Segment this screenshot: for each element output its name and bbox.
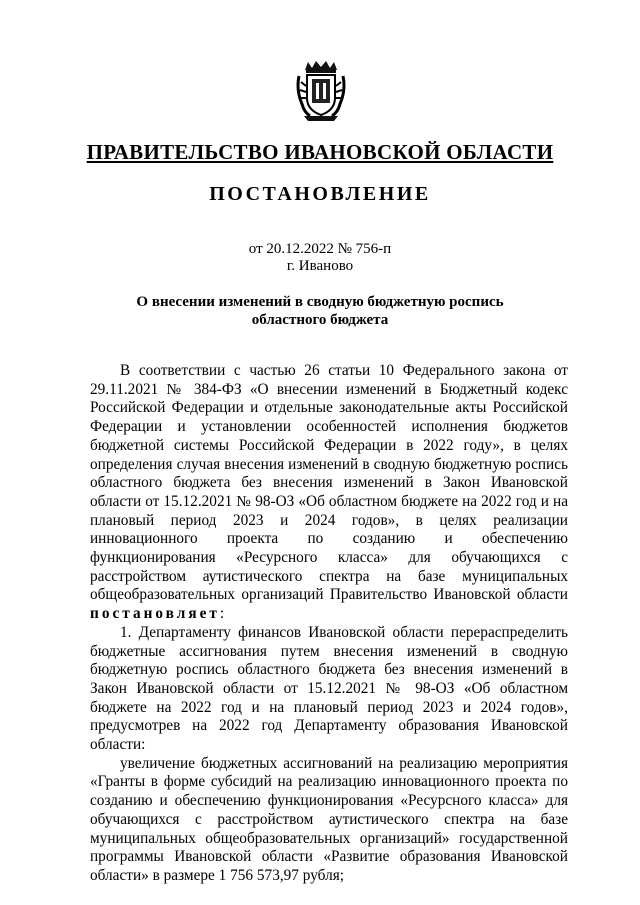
resolves-colon: : bbox=[219, 605, 225, 623]
document-city: г. Иваново bbox=[286, 258, 354, 274]
document-subject: О внесении изменений в сводную бюджетную роспись областного бюджета bbox=[136, 294, 504, 328]
document-type: ПОСТАНОВЛЕНИЕ bbox=[209, 183, 431, 205]
document-date-number: от 20.12.2022 № 756-п bbox=[248, 241, 392, 257]
item-1-detail-paragraph: увеличение бюджетных ассигнований на реализацию мероприятия «Гранты в форме субсидий на реализацию инновационного проекта по созданию и обеспечению функционирования «Ресурсного класса» для обучающихся с расстройством аутистического спектра на базе муниципальных общеобразовательных организаций» государственной программы Ивановской области «Развитие образования Ивановской области» в размере 1 756 573,97 рубля; bbox=[90, 754, 568, 884]
coat-of-arms-icon bbox=[296, 60, 346, 122]
preamble-text: В соответствии с частью 26 статьи 10 Федерального закона от 29.11.2021 № 384-ФЗ «О внесении изменений в Бюджетный кодекс Российской Федерации и отдельные законодательные акты Российской Федерации и установлении особенностей исполнения бюджетов бюджетной системы Российской Федерации в 2022 году», в целях определения случая внесения изменений в сводную бюджетную роспись областного бюджета без внесения изменений в Закон Ивановской области от 15.12.2021 № 98-ОЗ «Об областном бюджете на 2022 год и на плановый период 2023 и 2024 годов», в целях реализации инновационного проекта по созданию и обеспечению функционирования «Ресурсного класса» для обучающихся с расстройством аутистического спектра на базе муниципальных общеобразовательных организаций Правительство Ивановской области bbox=[90, 362, 568, 604]
item-1-paragraph: 1. Департаменту финансов Ивановской области перераспределить бюджетные ассигнования путем внесения изменений в сводную бюджетную роспись областного бюджета без внесения изменений в Закон Ивановской области от 15.12.2021 № 98-ОЗ «Об областном бюджете на 2022 год и на плановый период 2023 и 2024 годов», предусмотрев на 2022 год Департаменту образования Ивановской области: bbox=[90, 623, 568, 754]
preamble-paragraph bbox=[90, 362, 568, 624]
organization-title: ПРАВИТЕЛЬСТВО ИВАНОВСКОЙ ОБЛАСТИ bbox=[86, 140, 554, 164]
resolves-word: постановляет bbox=[90, 605, 220, 623]
document-body bbox=[90, 362, 568, 886]
